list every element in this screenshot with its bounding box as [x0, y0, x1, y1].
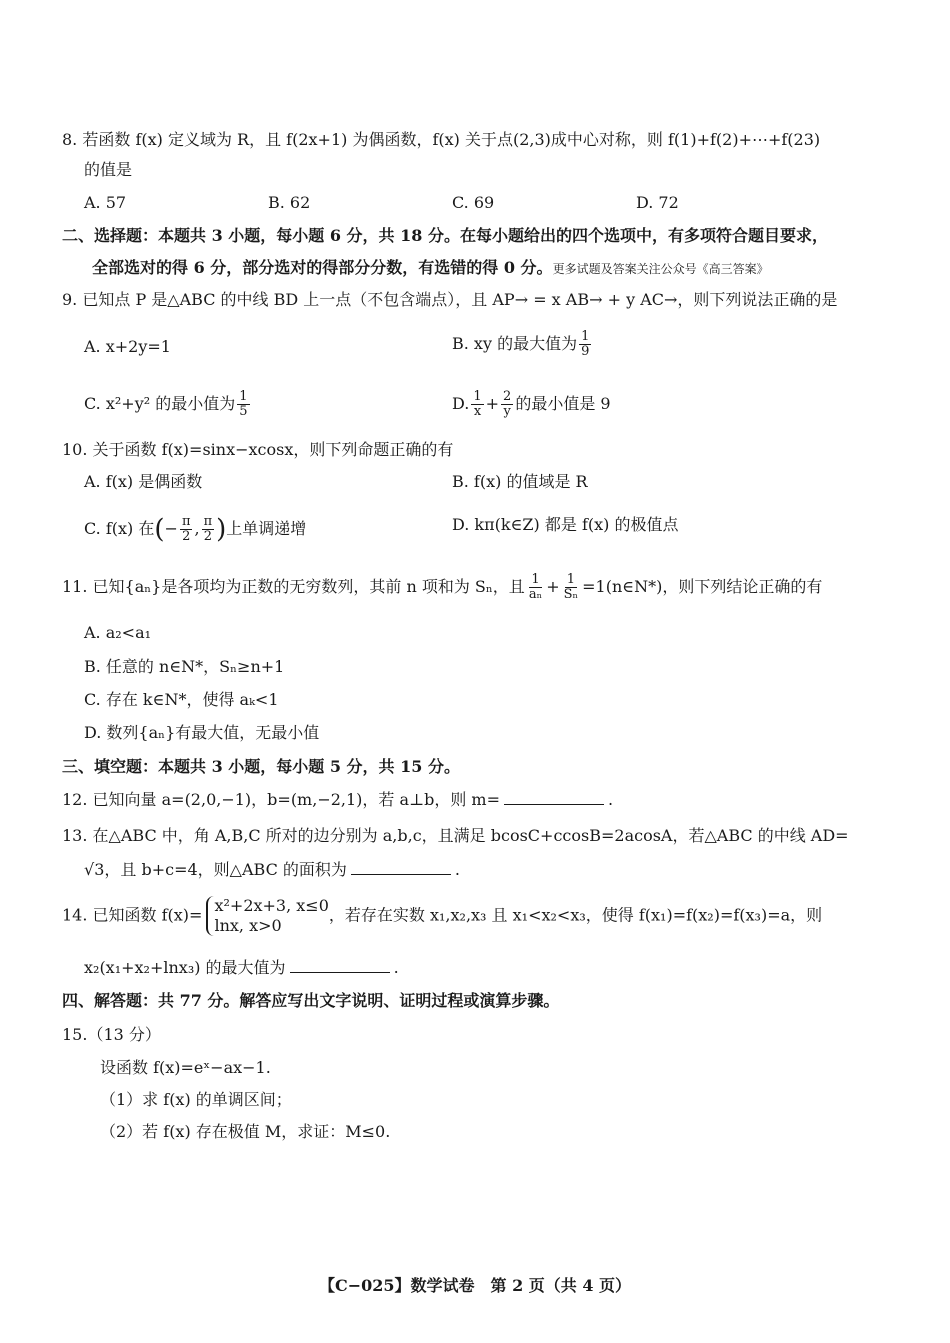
frac-denominator: aₙ	[528, 587, 543, 602]
frac-denominator: 2	[203, 529, 212, 544]
q9-option-a: A. x+2y=1	[84, 337, 171, 356]
q9-option-b-fraction	[579, 330, 591, 359]
q9-option-d	[452, 390, 611, 419]
q11-stem-pre: 11. 已知{aₙ}是各项均为正数的无穷数列，其前 n 项和为 Sₙ，且	[62, 577, 525, 596]
section2-header-line1: 二、选择题：本题共 3 小题，每小题 6 分，共 18 分。在每小题给出的四个选项中，有多项符合题目要求，	[62, 226, 828, 245]
q8-option-c: C. 69	[452, 193, 495, 212]
frac-numerator: π	[203, 514, 213, 529]
q9-stem: 9. 已知点 P 是△ABC 的中线 BD 上一点（不包含端点），且 AP→ = x AB→ + y AC→，则下列说法正确的是	[62, 290, 838, 309]
q14-stem-line2	[84, 958, 399, 978]
frac-denominator: 5	[239, 404, 248, 419]
q12-stem	[62, 790, 613, 810]
q13-stem-line2	[84, 860, 460, 880]
period: .	[393, 958, 399, 977]
q14-text: x₂(x₁+x₂+lnx₃) 的最大值为	[84, 958, 286, 977]
answer-blank[interactable]	[290, 958, 390, 973]
q9-option-c-fraction	[237, 390, 249, 419]
section4-header: 四、解答题：共 77 分。解答应写出文字说明、证明过程或演算步骤。	[62, 991, 560, 1010]
page-footer: 【C−025】数学试卷 第 2 页（共 4 页）	[318, 1276, 632, 1295]
frac-denominator: x	[473, 404, 482, 419]
frac-numerator: 1	[581, 329, 590, 344]
q11-fraction1	[527, 573, 544, 602]
frac-numerator: 2	[503, 389, 512, 404]
q10-option-d: D. kπ(k∈Z) 都是 f(x) 的极值点	[452, 515, 679, 534]
q9-option-d-text: 的最小值是 9	[515, 394, 611, 413]
piecewise-case2: lnx, x>0	[214, 916, 282, 935]
q10-stem: 10. 关于函数 f(x)=sinx−xcosx，则下列命题正确的有	[62, 440, 454, 459]
q9-option-b-text: B. xy 的最大值为	[452, 334, 578, 353]
q14-stem	[62, 896, 822, 936]
q9-option-d-fraction1	[471, 390, 483, 419]
minus-sign: −	[164, 519, 178, 538]
q15-part2: （2）若 f(x) 存在极值 M，求证：M≤0.	[100, 1122, 391, 1141]
q11-option-d: D. 数列{aₙ}有最大值，无最小值	[84, 723, 320, 742]
frac-denominator: y	[503, 404, 511, 419]
q10-option-c-text: C. f(x) 在	[84, 519, 155, 538]
q8-option-a: A. 57	[84, 193, 127, 212]
q15-header: 15.（13 分）	[62, 1025, 161, 1044]
q8-stem-line2: 的值是	[84, 160, 133, 179]
frac-denominator: 2	[182, 529, 191, 544]
q13-text: √3，且 b+c=4，则△ABC 的面积为	[84, 860, 347, 879]
q10-option-c-post: 上单调递增	[226, 519, 307, 538]
q9-option-b	[452, 330, 593, 359]
q14-pre: 14. 已知函数 f(x)=	[62, 905, 203, 925]
period: .	[454, 860, 460, 879]
plus-sign: +	[546, 577, 560, 596]
q10-option-c	[84, 515, 306, 544]
frac-denominator: Sₙ	[563, 587, 579, 602]
frac-numerator: 1	[239, 389, 248, 404]
frac-numerator: 1	[531, 572, 540, 587]
promo-note: 更多试题及答案关注公众号《高三答案》	[552, 262, 769, 276]
frac-numerator: π	[181, 514, 191, 529]
q15-part1: （1）求 f(x) 的单调区间；	[100, 1090, 292, 1109]
plus-sign: +	[485, 394, 500, 413]
frac-numerator: 1	[473, 389, 482, 404]
piecewise-case1: x²+2x+3, x≤0	[214, 896, 329, 915]
q11-stem-post: =1(n∈N*)，则下列结论正确的有	[582, 577, 823, 596]
right-paren: )	[216, 514, 227, 545]
answer-blank[interactable]	[504, 790, 604, 805]
q9-option-d-label: D.	[452, 394, 470, 413]
q12-text: 12. 已知向量 a=(2,0,−1)，b=(m,−2,1)，若 a⊥b，则 m=	[62, 790, 500, 809]
q11-fraction2	[562, 573, 581, 602]
q8-stem-line1: 8. 若函数 f(x) 定义域为 R，且 f(2x+1) 为偶函数，f(x) 关于点(2,3)成中心对称，则 f(1)+f(2)+⋯+f(23)	[62, 130, 821, 149]
frac-denominator: 9	[581, 344, 590, 359]
q9-option-c-text: C. x²+y² 的最小值为	[84, 394, 236, 413]
q11-option-b: B. 任意的 n∈N*，Sₙ≥n+1	[84, 657, 285, 676]
q9-option-c	[84, 390, 252, 419]
q10-option-b: B. f(x) 的值域是 R	[452, 472, 588, 491]
q11-stem	[62, 573, 822, 602]
frac-numerator: 1	[566, 572, 575, 587]
q14-post: ，若存在实数 x₁,x₂,x₃ 且 x₁<x₂<x₃，使得 f(x₁)=f(x₂)=f(x₃)=a，则	[328, 905, 823, 925]
q11-option-c: C. 存在 k∈N*，使得 aₖ<1	[84, 690, 279, 709]
q10-option-c-fraction1	[180, 515, 193, 544]
q9-option-d-fraction2	[501, 390, 513, 419]
left-paren: (	[154, 514, 165, 545]
q10-option-c-fraction2	[202, 515, 215, 544]
q13-stem-line1: 13. 在△ABC 中，角 A,B,C 所对的边分别为 a,b,c，且满足 bcosC+ccosB=2acosA，若△ABC 的中线 AD=	[62, 826, 849, 845]
q8-option-b: B. 62	[268, 193, 311, 212]
q8-option-d: D. 72	[636, 193, 679, 212]
q15-function: 设函数 f(x)=eˣ−ax−1.	[100, 1058, 271, 1077]
comma: ,	[194, 519, 200, 538]
period: .	[608, 790, 614, 809]
q10-option-a: A. f(x) 是偶函数	[84, 472, 203, 491]
section3-header: 三、填空题：本题共 3 小题，每小题 5 分，共 15 分。	[62, 757, 460, 776]
answer-blank[interactable]	[351, 860, 451, 875]
q11-option-a: A. a₂<a₁	[84, 623, 152, 642]
section2-rule-text: 全部选对的得 6 分，部分选对的得部分分数，有选错的得 0 分。	[92, 258, 553, 277]
piecewise-brace	[206, 896, 328, 936]
section2-header-line2	[92, 258, 769, 279]
